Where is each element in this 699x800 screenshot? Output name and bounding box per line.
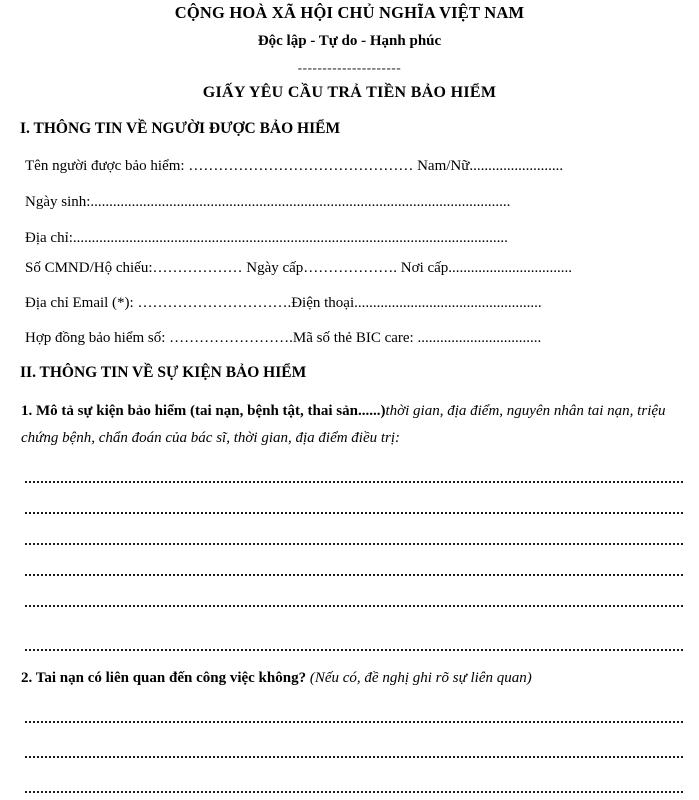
- answer-line[interactable]: [25, 512, 683, 514]
- answer-line[interactable]: [25, 649, 683, 651]
- national-title: CỘNG HOÀ XÃ HỘI CHỦ NGHĨA VIỆT NAM: [174, 3, 525, 22]
- answer-line[interactable]: [25, 574, 683, 576]
- answer-line[interactable]: [25, 605, 683, 607]
- field-date-of-birth[interactable]: Ngày sinh:................................................................................................................: [25, 194, 511, 210]
- section-2-heading: II. THÔNG TIN VỀ SỰ KIỆN BẢO HIỂM: [20, 364, 307, 381]
- field-address[interactable]: Địa chỉ:....................................................................................................................: [25, 230, 508, 246]
- field-insured-name[interactable]: Tên người được bảo hiểm: ……………………………………… Nam/Nữ.........................: [25, 158, 564, 174]
- item-1-hint: thời gian, địa điểm, nguyên nhân tai nạn, triệu chứng bệnh, chẩn đoán của bác sĩ, thời gian, địa điểm điều trị:: [21, 403, 666, 446]
- field-policy-number[interactable]: Hợp đồng bảo hiểm số: …………………….Mã số thẻ BIC care: .................................: [25, 330, 542, 346]
- item-1-describe-event: [21, 398, 686, 452]
- answer-line[interactable]: [25, 481, 683, 483]
- answer-line[interactable]: [25, 791, 683, 793]
- section-1-heading: I. THÔNG TIN VỀ NGƯỜI ĐƯỢC BẢO HIỂM: [20, 120, 341, 137]
- answer-line[interactable]: [25, 756, 683, 758]
- item-2-label: 2. Tai nạn có liên quan đến công việc không?: [21, 670, 307, 686]
- document-title: GIẤY YÊU CẦU TRẢ TIỀN BẢO HIỂM: [202, 84, 497, 101]
- header-divider: ---------------------: [297, 60, 402, 75]
- national-motto: Độc lập - Tự do - Hạnh phúc: [257, 33, 442, 49]
- item-2-work-related: [21, 670, 686, 687]
- field-email-phone[interactable]: Địa chỉ Email (*): ………………………….Điện thoại..................................................: [25, 295, 542, 311]
- answer-line[interactable]: [25, 543, 683, 545]
- item-2-hint: (Nếu có, đề nghị ghi rõ sự liên quan): [306, 670, 532, 686]
- item-1-label: 1. Mô tả sự kiện bảo hiểm (tai nạn, bệnh tật, thai sản......): [21, 403, 386, 419]
- field-id-passport[interactable]: Số CMND/Hộ chiếu:……………… Ngày cấp………………. Nơi cấp.................................: [25, 260, 573, 276]
- answer-line[interactable]: [25, 721, 683, 723]
